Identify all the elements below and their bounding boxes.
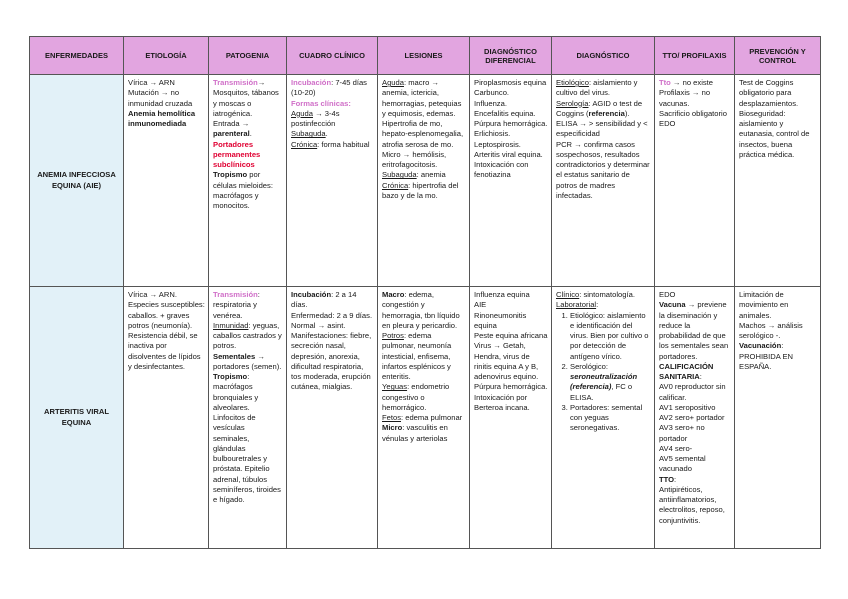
cell-text: Anemia hemolítica inmunomediada (128, 108, 196, 128)
lesiones-cell (378, 287, 470, 549)
cell-text: : forma habitual (317, 139, 370, 149)
cell-text: Profilaxis → no vacunas. (659, 88, 711, 108)
list-item (570, 362, 651, 403)
cell-text: : (596, 300, 599, 310)
cell-text: ). (624, 108, 630, 118)
list-item (570, 311, 651, 362)
cell-text: . (325, 129, 328, 139)
cell-text: : sintomatología. (579, 290, 635, 299)
cell-text: Normal → asint. (291, 320, 346, 330)
cell-text: por células mieloides: macrófagos y monocitos. (213, 170, 273, 210)
cell-text: : (674, 474, 677, 484)
numbered-list (556, 311, 651, 434)
cell-text: Mutación → no inmunidad cruzada (128, 88, 193, 108)
lesiones-cell (378, 75, 470, 287)
cell-text: Rinoneumonitis equina (474, 310, 527, 330)
diagnostico-diferencial-cell (470, 287, 552, 549)
cell-text: → no existe (670, 78, 714, 87)
disease-table (29, 36, 821, 549)
cell-text: Carbunco. (474, 88, 510, 98)
cell-text: AV5 semental vacunado (659, 454, 706, 474)
cell-text: Púrpura hemorrágica. (474, 119, 548, 128)
cell-text: → portadores (semen). (213, 351, 282, 371)
cell-text: Bioseguridad: aislamiento y eutanasia, control de insectos, buena práctica médica. (739, 108, 810, 159)
cell-text: : macro → anemia, ictericia, hemorragias, petequias y equimosis, edemas. Hipertrofia de mo, hepato-esplenomegalia, atrofia serosa de mo. (382, 78, 464, 149)
cell-text: Subaguda (382, 170, 417, 180)
cell-text: Incubación (291, 78, 332, 87)
cell-text: Antipiréticos, antiinflamatorios, electrolitos, reposo, conjuntivitis. (659, 484, 725, 525)
cell-text: seroneutralización (referencia) (570, 372, 638, 392)
cell-text: Test de Coggins obligatorio para desplazamientos. (739, 78, 799, 108)
cell-text: Peste equina africana (474, 331, 548, 340)
cell-text: Tropismo (213, 372, 248, 381)
prevencion-control-cell (735, 75, 821, 287)
cuadro-clinico-cell (287, 75, 378, 287)
cell-text: Tto (659, 78, 671, 87)
cell-text: AV2 sero+ portador (659, 413, 725, 422)
header-cuadro-clinico: CUADRO CLÍNICO (287, 37, 378, 75)
table-row-aie (30, 75, 821, 287)
cell-text: : 7-45 días (10-20) (291, 78, 367, 98)
cell-text: Aguda (291, 108, 313, 118)
cell-text: ELISA → > sensibilidad y < especificidad (556, 119, 648, 139)
header-etiologia: ETIOLOGÍA (124, 37, 209, 75)
etiologia-cell (124, 75, 209, 287)
cell-text: Vírica → ARN. (128, 290, 177, 299)
cell-text: : hipertrofia del bazo y de la mo. (382, 180, 459, 200)
cell-text: Aguda (382, 78, 404, 87)
cell-text: Encefalitis equina. (474, 108, 536, 118)
cell-text: Portadores: semental con yeguas seronegativas. (570, 402, 643, 433)
cell-text: : anemia (416, 170, 446, 180)
diagnostico-cell (552, 287, 655, 549)
cell-text: Micro → hemólisis, eritrofagocitosis. (382, 149, 447, 169)
cell-text: Vacunación (739, 341, 782, 351)
patogenia-cell (209, 75, 287, 287)
cell-text: → previene la diseminación y reduce la probabilidad de que los sementales sean portadores. (659, 300, 729, 361)
cell-text: : endometrio congestivo o hemorrágico. (382, 382, 450, 412)
cell-text: parenteral (213, 129, 250, 139)
cell-text: Piroplasmosis equina (474, 78, 547, 87)
cell-text: Sementales (213, 351, 256, 361)
cell-text: Etiológico: aislamiento e identificación del virus. Bien por cultivo o por detección de antígeno vírico. (570, 310, 649, 361)
cell-text: : vasculitis en vénulas y arteriolas (382, 423, 448, 443)
cell-text: AIE (474, 300, 487, 310)
cell-text: Laboratorial (556, 300, 597, 310)
cell-text: AV3 sero+ no portador (659, 423, 705, 443)
cell-text: Vacuna (659, 300, 686, 310)
cell-text: Macro (382, 290, 405, 299)
cell-text: Fetos (382, 413, 401, 422)
cell-text: Leptospirosis. (474, 139, 521, 149)
cell-text: : AGID o test de Coggins ( (556, 98, 643, 118)
cell-text: Incubación (291, 290, 332, 299)
cell-text: . (249, 129, 252, 139)
tto-profilaxis-cell (655, 75, 735, 287)
header-patogenia: PATOGENIA (209, 37, 287, 75)
header-diagnostico: DIAGNÓSTICO (552, 37, 655, 75)
cell-text: Subaguda (291, 129, 326, 139)
cell-text: Especies susceptibles: caballos. + graves potros (neumonía). (128, 300, 205, 330)
cell-text: Tropismo (213, 170, 248, 180)
cell-text: Virus → Getah, Hendra, virus de rinitis equina A y B, adenovirus equino. (474, 341, 539, 381)
diagnostico-cell (552, 75, 655, 287)
cell-text: Vírica → ARN (128, 78, 175, 87)
header-lesiones: LESIONES (378, 37, 470, 75)
cell-text: Formas clínicas: (291, 98, 351, 108)
etiologia-cell (124, 287, 209, 549)
cell-text: : edema pulmonar (401, 413, 463, 422)
prevencion-control-cell (735, 287, 821, 549)
cell-text: TTO (659, 474, 675, 484)
list-item (570, 403, 651, 434)
cell-text: EDO (659, 290, 676, 299)
cell-text: → Mosquitos, tábanos y moscas o iatrogénica. (213, 78, 279, 118)
header-diagnostico-diferencial: DIAGNÓSTICO DIFERENCIAL (470, 37, 552, 75)
cell-text: Portadores permanentes subclínicos (213, 139, 261, 169)
cell-text: Influenza equina (474, 290, 530, 299)
header-enfermedades: ENFERMEDADES (30, 37, 124, 75)
cell-text: Erlichiosis. (474, 129, 511, 139)
table-row-arteritis (30, 287, 821, 549)
cell-text: → 3-4s postinfección (291, 108, 340, 128)
cell-text: Clínico (556, 290, 580, 299)
cell-text: : 2 a 14 días. (291, 290, 357, 310)
tto-profilaxis-cell (655, 287, 735, 549)
cell-text: Intoxicación por Berteroa incana. (474, 392, 530, 412)
cell-text: Serológico: (570, 361, 608, 371)
cell-text: : aislamiento y cultivo del virus. (556, 78, 638, 98)
cell-text: Sacrificio obligatorio (659, 108, 727, 118)
cell-text: , FC o ELISA. (570, 382, 633, 402)
cell-text: Potros (382, 331, 404, 340)
header-tto-profilaxis: TTO/ PROFILAXIS (655, 37, 735, 75)
cell-text: AV1 seropositivo (659, 402, 716, 412)
cell-text: Entrada → (213, 119, 250, 128)
cell-text: Crónica (382, 180, 409, 190)
cell-text: Resistencia débil, se inactiva por disolventes de lípidos y desinfectantes. (128, 331, 201, 371)
cell-text: Limitación de movimiento en animales. (739, 290, 789, 320)
cell-text: Crónica (291, 139, 318, 149)
cell-text: Inmunidad (213, 320, 249, 330)
cell-text: Enfermedad: 2 a 9 días. (291, 310, 373, 320)
cell-text: : respiratoria y venérea. (213, 290, 260, 320)
cell-text: referencia (588, 108, 625, 118)
cell-text: EDO (659, 119, 676, 128)
cell-text: : yeguas, caballos castrados y potros. (213, 320, 282, 351)
cuadro-clinico-cell (287, 287, 378, 549)
cell-text: : edema pulmonar, neumonía intesticial, enfisema, infartos esplénicos y enteritis. (382, 331, 452, 381)
cell-text: CALIFICACIÓN SANITARIA (659, 361, 714, 381)
patogenia-cell (209, 287, 287, 549)
cell-text: Micro (382, 423, 403, 433)
cell-text: AV4 sero- (659, 443, 693, 453)
disease-name-cell: ANEMIA INFECCIOSA EQUINA (AIE) (30, 75, 124, 287)
cell-text: Transmisión (213, 78, 258, 87)
cell-text: Etiológico (556, 78, 589, 87)
cell-text: AV0 reproductor sin calificar. (659, 382, 726, 402)
header-prevencion-control: PREVENCIÓN Y CONTROL (735, 37, 821, 75)
cell-text: Arteritis viral equina. (474, 149, 543, 159)
cell-text: : edema, congestión y hemorragia, tbn líquido en pleura y pericardio. (382, 290, 460, 330)
cell-text: Yeguas (382, 382, 408, 392)
cell-text: Machos → análisis serológico -. (739, 320, 803, 340)
cell-text: PCR → confirma casos sospechosos, resultados contradictorios y determinar el estatus sanitario de potros de madres infectadas. (556, 139, 650, 200)
header-row (30, 37, 821, 75)
cell-text: : macrófagos bronquiales y alveolares. Linfocitos de vesículas seminales, glándulas bulbouretrales y próstata. Epitelio adrenal, túbulos seminíferos, tiroides e hígado. (213, 372, 281, 504)
disease-name-cell: ARTERITIS VIRAL EQUINA (30, 287, 124, 549)
cell-text: Influenza. (474, 98, 507, 108)
cell-text: : (699, 372, 702, 381)
diagnostico-diferencial-cell (470, 75, 552, 287)
cell-text: Púrpura hemorrágica. (474, 382, 548, 392)
cell-text: Transmisión (213, 290, 258, 299)
cell-text: Intoxicación con fenotiazina (474, 160, 529, 180)
cell-text: : PROHIBIDA EN ESPAÑA. (739, 341, 794, 371)
cell-text: Serología (556, 98, 589, 108)
cell-text: Manifestaciones: fiebre, secreción nasal, depresión, anorexia, dificultad respiratoria, tos moderada, erupción cutánea, mialgias. (291, 331, 372, 392)
